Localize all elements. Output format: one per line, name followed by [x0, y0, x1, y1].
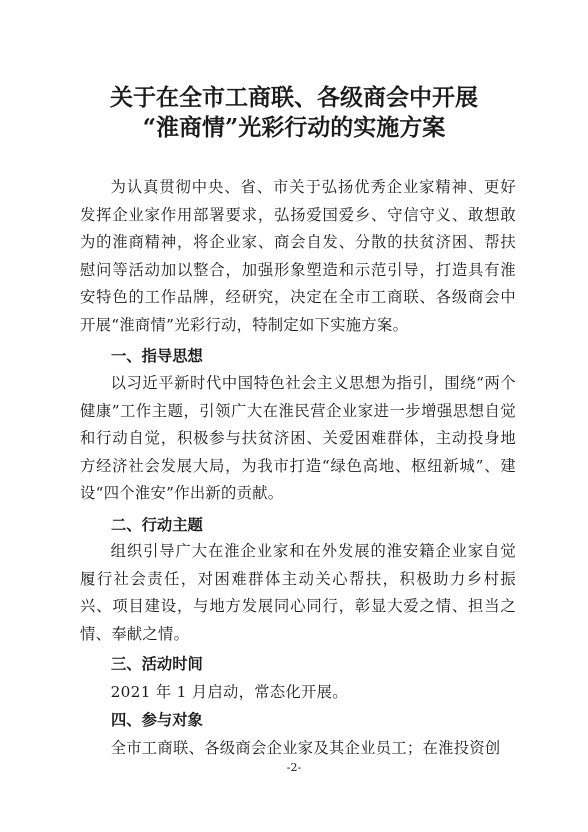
document-title-line-1: 关于在全市工商联、各级商会中开展 — [110, 84, 478, 111]
section-body-action-theme: 组织引导广大在淮企业家和在外发展的淮安籍企业家自觉履行社会责任，对困难群体主动关心帮扶，积极助力乡村振兴、项目建设，与地方发展同心同行，彰显大爱之情、担当之情、奉献之情。 — [80, 542, 516, 643]
section-heading-guiding-ideology: 一、指导思想 — [111, 347, 203, 365]
section-heading-activity-time: 三、活动时间 — [111, 655, 203, 673]
page-number: -2- — [286, 761, 302, 774]
section-body-guiding-ideology: 以习近平新时代中国特色社会主义思想为指引，围绕“两个健康”工作主题，引领广大在淮民营企业家进一步增强思想自觉和行动自觉，积极参与扶贫济困、关爱困难群体，主动投身地方经济社会发展大局，为我市打造“绿色高地、枢纽新城”、建设“四个淮安”作出新的贡献。 — [80, 374, 516, 503]
section-body-participants: 全市工商联、各级商会企业家及其企业员工；在淮投资创 — [110, 739, 501, 757]
section-heading-action-theme: 二、行动主题 — [111, 516, 203, 534]
section-body-activity-time: 2021 年 1 月启动，常态化开展。 — [110, 683, 348, 701]
document-title-line-2: “淮商情”光彩行动的实施方案 — [142, 114, 446, 141]
section-heading-participants: 四、参与对象 — [111, 711, 203, 729]
intro-paragraph: 为认真贯彻中央、省、市关于弘扬优秀企业家精神、更好发挥企业家作用部署要求，弘扬爱国爱乡、守信守义、敢想敢为的淮商精神，将企业家、商会自发、分散的扶贫济困、帮扶慰问等活动加以整合，加强形象塑造和示范引导，打造具有淮安特色的工作品牌，经研究，决定在全市工商联、各级商会中开展“淮商情”光彩行动，特制定如下实施方案。 — [80, 178, 516, 334]
